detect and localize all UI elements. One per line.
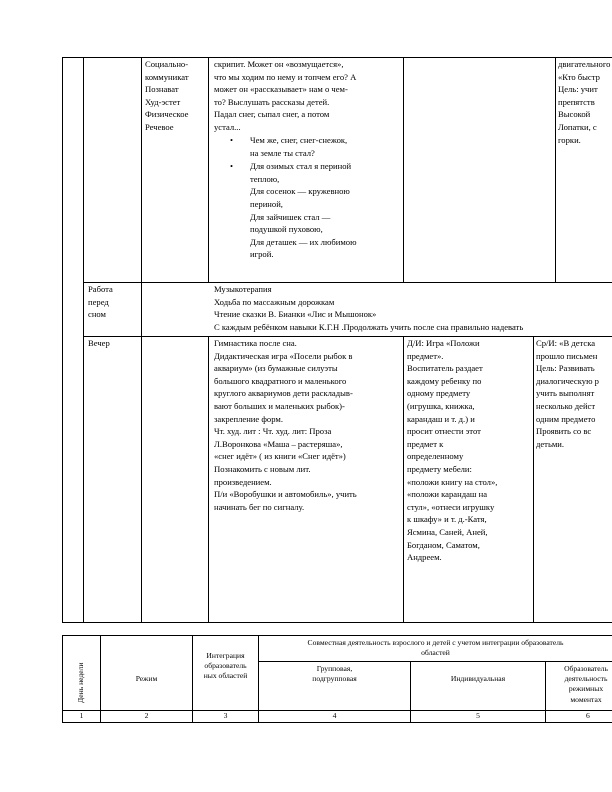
header-col-left (62, 635, 63, 723)
right-column-walk-text: двигательного «Кто быстр Цель: учит препятств Высокой Лопатки, с горки. (558, 59, 611, 145)
col-divider-individual-upper (555, 57, 556, 283)
col-divider-integration-lower (208, 336, 209, 623)
header-joint-activity: Совместная деятельность взрослого и детей с учетом интеграции образователь областей (307, 638, 564, 658)
header-integration: Интеграция образователь ных областей (203, 651, 248, 681)
poem-line-question: • Чем же, снег, снег-снежок, на земле ты стал? (230, 134, 400, 159)
poem-line-answer: • Для озимых стал я периной теплою, Для сосенок — кружевною периной, Для зайчишек стал — подушкой пуховою, Для деташек — их любимою игрой. (230, 160, 400, 261)
integration-areas-cell: Социально- коммуникат Познават Худ-эстет Физическое Речевое (145, 59, 189, 132)
col-divider-integration-upper (208, 57, 209, 283)
header-educational-activity: Образователь деятельность режимных моментах (564, 664, 608, 704)
evening-right-activities: Ср/И: «В детска прошло письмен Цель: Развивать диалогическую р учить выполнят несколько дейст одним предмето Проявить со вс детьми. (536, 338, 599, 449)
col-divider-group-upper (403, 57, 404, 283)
column-number-3: 3 (223, 711, 228, 720)
evening-group-activities: Гимнастика после сна. Дидактическая игра «Посели рыбок в аквариум» (из бумажные силуэты большого квадратного и маленького круглого аквариумов дети раскладыв- вают больших и маленьких рыбок)- закрепление форм. Чт. худ. лит : Чт. худ. лит: Проза Л.Воронкова «Маша – растеряша», «снег идёт» ( из книги «Снег идёт») Познакомить с новым лит. произведением. П/и «Воробушки и автомобиль», учить начинать бег по сигналу. (214, 338, 357, 512)
evening-individual-activities: Д/И: Игра «Положи предмет». Воспитатель раздает каждому ребенку по одному предмету (игрушка, книжка, карандаш и т. д.) и просит отнести этот предмет к определенному предмету мебели: «положи книгу на стол», «положи карандаш на стул», «отнеси игрушку к шкафу» и т. д.-Катя, Ясмина, Саней, Аней, Богданом, Саматом, Андреем. (407, 338, 498, 563)
header-mode: Режим (135, 674, 158, 683)
poem-list (230, 134, 400, 261)
column-number-5: 5 (476, 711, 480, 720)
col-divider-individual-lower (533, 336, 534, 623)
column-number-2: 2 (144, 711, 149, 720)
table-border-left (62, 57, 63, 623)
col-divider-mode (141, 57, 142, 623)
header-border-top (62, 635, 612, 636)
before-sleep-label: Работа перед сном (88, 284, 113, 320)
column-number-4: 4 (332, 711, 337, 720)
col-divider-day (83, 57, 84, 623)
header-group-subgroup: Групповая, подгрупповая (312, 664, 357, 684)
header-day-of-week: День недели (76, 662, 85, 703)
header-border-bottom (62, 722, 612, 723)
column-number-6: 6 (586, 711, 590, 720)
column-number-1: 1 (79, 711, 84, 720)
before-sleep-activities: Музыкотерапия Ходьба по массажным дорожкам Чтение сказки В. Бианки «Лис и Мышонок» С каждым ребёнком навыки К.Г.Н .Продолжать учить после сна правильно надевать (214, 284, 524, 332)
walk-activity-text: скрипит. Может он «возмущается», что мы ходим по нему и топчем его? А может он «рассказывает» нам о чем- то? Выслушать рассказы детей. Падал снег, сыпал снег, а потом устал... (214, 59, 357, 132)
col-divider-group-lower (403, 336, 404, 623)
evening-label: Вечер (88, 338, 110, 348)
header-subrow-divider (258, 661, 612, 662)
header-individual: Индивидуальная (450, 674, 506, 683)
table-border-bottom (62, 622, 612, 623)
